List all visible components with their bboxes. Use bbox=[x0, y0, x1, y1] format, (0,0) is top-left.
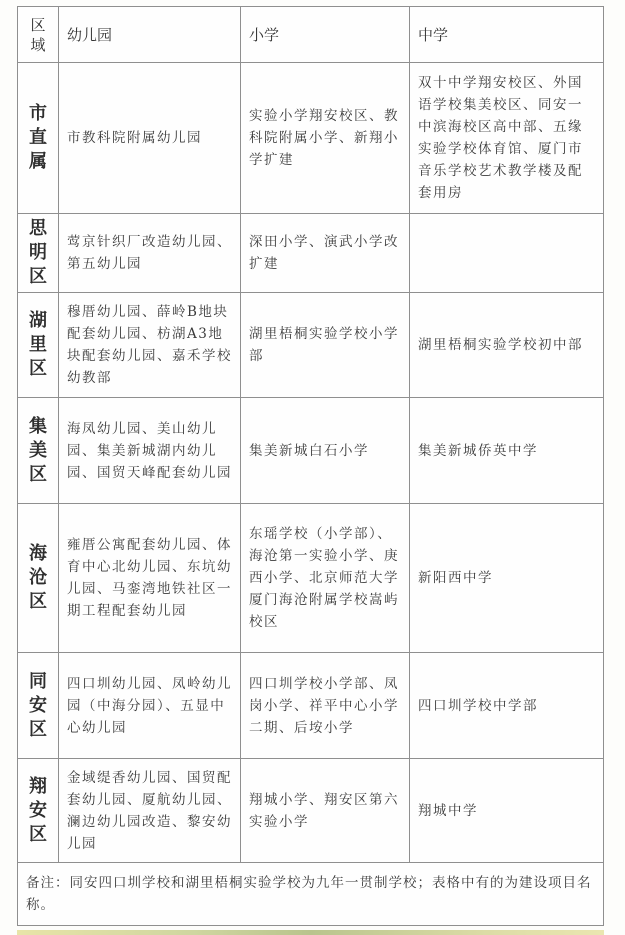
header-kindergarten: 幼儿园 bbox=[59, 7, 241, 63]
region-cell: 思 明 区 bbox=[18, 214, 59, 293]
primary-cell: 深田小学、演武小学改扩建 bbox=[241, 214, 410, 293]
secondary-cell: 双十中学翔安校区、外国语学校集美校区、同安一中滨海校区高中部、五缘实验学校体育馆、厦门市音乐学校艺术教学楼及配套用房 bbox=[410, 63, 604, 214]
header-secondary: 中学 bbox=[410, 7, 604, 63]
primary-cell: 东瑶学校（小学部）、海沧第一实验小学、庚西小学、北京师范大学厦门海沧附属学校嵩屿校区 bbox=[241, 504, 410, 653]
table-row bbox=[18, 759, 604, 863]
kindergarten-cell: 市教科院附属幼儿园 bbox=[59, 63, 241, 214]
table-row bbox=[18, 653, 604, 759]
kindergarten-cell: 雍厝公寓配套幼儿园、体育中心北幼儿园、东坑幼儿园、马銮湾地铁社区一期工程配套幼儿园 bbox=[59, 504, 241, 653]
region-cell: 集 美 区 bbox=[18, 398, 59, 504]
primary-cell: 集美新城白石小学 bbox=[241, 398, 410, 504]
decorative-image-strip bbox=[17, 930, 604, 935]
region-cell: 市 直 属 bbox=[18, 63, 59, 214]
region-cell: 翔 安 区 bbox=[18, 759, 59, 863]
kindergarten-cell: 四口圳幼儿园、凤岭幼儿园（中海分园）、五显中心幼儿园 bbox=[59, 653, 241, 759]
secondary-cell: 湖里梧桐实验学校初中部 bbox=[410, 293, 604, 398]
secondary-cell: 四口圳学校中学部 bbox=[410, 653, 604, 759]
table-row bbox=[18, 63, 604, 214]
kindergarten-cell: 金域缇香幼儿园、国贸配套幼儿园、厦航幼儿园、澜边幼儿园改造、黎安幼儿园 bbox=[59, 759, 241, 863]
kindergarten-cell: 莺京针织厂改造幼儿园、第五幼儿园 bbox=[59, 214, 241, 293]
secondary-cell bbox=[410, 214, 604, 293]
primary-cell: 湖里梧桐实验学校小学部 bbox=[241, 293, 410, 398]
primary-cell: 翔城小学、翔安区第六实验小学 bbox=[241, 759, 410, 863]
region-cell: 湖 里 区 bbox=[18, 293, 59, 398]
region-cell: 海 沧 区 bbox=[18, 504, 59, 653]
header-row bbox=[18, 7, 604, 63]
secondary-cell: 新阳西中学 bbox=[410, 504, 604, 653]
note-row bbox=[18, 863, 604, 926]
table-row bbox=[18, 398, 604, 504]
table-row bbox=[18, 214, 604, 293]
secondary-cell: 翔城中学 bbox=[410, 759, 604, 863]
header-region: 区 域 bbox=[18, 7, 59, 63]
kindergarten-cell: 海凤幼儿园、美山幼儿园、集美新城湖内幼儿园、国贸天峰配套幼儿园 bbox=[59, 398, 241, 504]
primary-cell: 四口圳学校小学部、凤岗小学、祥平中心小学二期、后垵小学 bbox=[241, 653, 410, 759]
table-row bbox=[18, 293, 604, 398]
primary-cell: 实验小学翔安校区、教科院附属小学、新翔小学扩建 bbox=[241, 63, 410, 214]
region-cell: 同 安 区 bbox=[18, 653, 59, 759]
school-projects-table bbox=[17, 6, 604, 926]
secondary-cell: 集美新城侨英中学 bbox=[410, 398, 604, 504]
header-primary: 小学 bbox=[241, 7, 410, 63]
table-note: 备注：同安四口圳学校和湖里梧桐实验学校为九年一贯制学校；表格中有的为建设项目名称。 bbox=[18, 863, 604, 926]
kindergarten-cell: 穆厝幼儿园、薛岭B地块配套幼儿园、枋湖A3地块配套幼儿园、嘉禾学校幼教部 bbox=[59, 293, 241, 398]
table-row bbox=[18, 504, 604, 653]
